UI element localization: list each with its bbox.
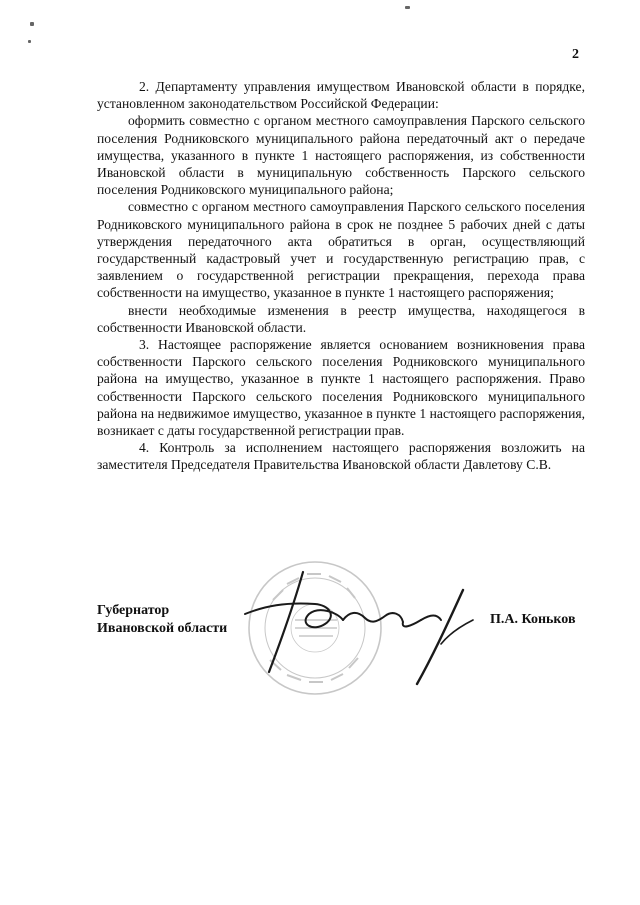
signature-block — [0, 560, 640, 700]
subparagraph-state-registration: совместно с органом местного самоуправления Парского сельского поселения Родниковского муниципального района в срок не позднее 5 рабочих дней с даты утверждения передаточного акта обратиться в орган, осуществляющий государственный кадастровый учет и государственную регистрацию прав, с заявлением о государственной регистрации прекращения, перехода права собственности на имущество, указанное в пункте 1 настоящего распоряжения; — [97, 199, 585, 301]
signer-title-line-2: Ивановской области — [97, 621, 228, 636]
paragraph-item-3: 3. Настоящее распоряжение является основанием возникновения права собственности Парского сельского поселения Родниковского муниципального района на имущество, указанное в пункте 1 настоящего распоряжения. Право собственности Парского сельского поселения Родниковского муниципального района на недвижимое имущество, указанное в пункте 1 настоящего распоряжения, возникает с даты государственной регистрации прав. — [97, 337, 585, 439]
signer-name: П.А. Коньков — [490, 612, 576, 627]
paragraph-item-4: 4. Контроль за исполнением настоящего распоряжения возложить на заместителя Председателя Правительства Ивановской области Давлетову С.В. — [97, 440, 585, 473]
seal-and-signature — [225, 560, 475, 700]
subparagraph-prepare-transfer-act: оформить совместно с органом местного самоуправления Парского сельского поселения Родниковского муниципального района передаточный акт о передаче имущества, указанного в пункте 1 настоящего распоряжения, из собственности Ивановской области в муниципальную собственность Парского сельского поселения Родниковского муниципального района; — [97, 113, 585, 198]
scan-artifact-dot — [28, 40, 31, 43]
scan-artifact-dot — [30, 22, 34, 26]
subparagraph-update-registry: внести необходимые изменения в реестр имущества, находящегося в собственности Ивановской области. — [97, 302, 585, 335]
page-number: 2 — [572, 47, 579, 62]
signer-title-line-1: Губернатор — [97, 603, 170, 618]
document-body — [97, 78, 585, 474]
scan-artifact-dot — [405, 6, 410, 9]
paragraph-item-2: 2. Департаменту управления имуществом Ивановской области в порядке, установленном законодательством Российской Федерации: — [97, 79, 585, 112]
signer-title — [97, 602, 227, 638]
